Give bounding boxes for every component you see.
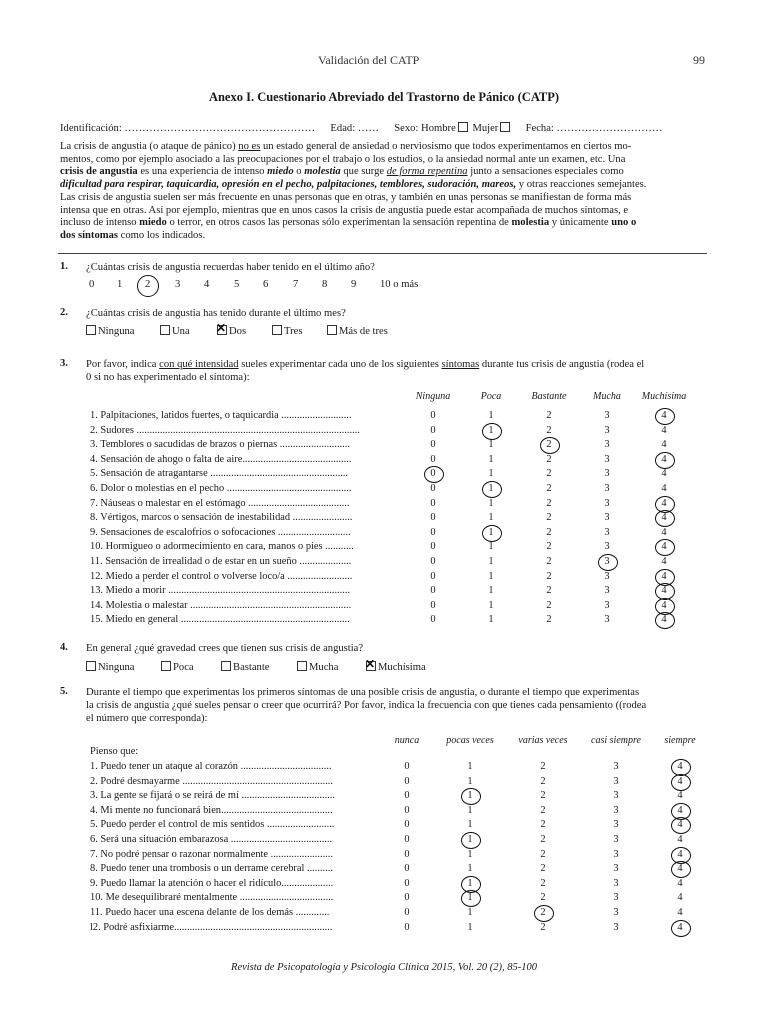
q5-rating-1[interactable]: 1 bbox=[467, 819, 473, 831]
q5-item: 8. Puedo tener una trombosis o un derrame cerebral .......... bbox=[90, 863, 333, 875]
q3-column-1: Poca bbox=[480, 391, 502, 402]
q5-rating-0[interactable]: 0 bbox=[404, 877, 410, 889]
q2-option-2[interactable] bbox=[217, 325, 246, 337]
q4-option-3[interactable] bbox=[297, 661, 338, 673]
q3-rating-2[interactable]: 2 bbox=[546, 556, 552, 567]
q4-option-label: Poca bbox=[173, 662, 194, 673]
q1-option-6[interactable]: 6 bbox=[263, 279, 269, 290]
q5-rating-3[interactable]: 3 bbox=[613, 834, 619, 845]
q2-option-3[interactable] bbox=[272, 325, 302, 337]
intro-paragraph: La crisis de angustia (o ataque de pánico) no es un estado general de ansiedad o nerviosismo que todos experimentamos en ciertos mo- mentos, como por ejemplo asociado a las preocupaciones por el trabajo o los estudios, o la ansiedad normal ante un examen, etc. Una crisis de angustia es una experiencia de intenso miedo o molestia que surge de forma repentina junto a sensaciones especiales como dificultad para respirar, taquicardia, opresión en el pecho, palpitaciones, temblores, sudoración, mareos, y otras reacciones semejantes. Las crisis de angustia suelen ser más frecuente en unas personas que en otras, y también en unas personas se manifiestan de forma más intensa que en otras. Así por ejemplo, mientras que en unos casos la crisis de angustia puede estar acompañada de muchos síntomas, e incluso de intenso miedo o terror, en otros casos las personas sólo experimentan la sensación repentina de molestia y únicamente uno o dos síntomas como los indicados. bbox=[60, 141, 647, 241]
q3-rating-3[interactable]: 3 bbox=[604, 585, 610, 597]
q3-rating-4[interactable]: 4 bbox=[661, 453, 667, 465]
q1-option-2[interactable]: 2 bbox=[145, 279, 151, 290]
page-number: 99 bbox=[693, 53, 705, 67]
q3-answer-circle bbox=[598, 554, 618, 571]
q5-rating-3[interactable]: 3 bbox=[613, 863, 619, 875]
q3-rating-4[interactable]: 4 bbox=[661, 585, 667, 597]
q5-item: 5. Puedo perder el control de mis sentidos .......................... bbox=[90, 819, 335, 831]
q2-option-1[interactable] bbox=[160, 325, 190, 337]
q5-rating-0[interactable]: 0 bbox=[404, 863, 410, 875]
q3-rating-3[interactable]: 3 bbox=[604, 439, 610, 451]
q3-rating-1[interactable]: 1 bbox=[488, 570, 494, 582]
q3-rating-1[interactable]: 1 bbox=[488, 453, 494, 465]
q5-rating-3[interactable]: 3 bbox=[613, 892, 619, 904]
q5-rating-3[interactable]: 3 bbox=[613, 921, 619, 933]
q3-item: 9. Sensaciones de escalofríos o sofocaciones ............................ bbox=[90, 526, 351, 538]
q3-column-2: Bastante bbox=[531, 391, 567, 402]
q5-rating-0[interactable]: 0 bbox=[404, 790, 410, 802]
sexo-label: Sexo: Hombre bbox=[394, 123, 456, 134]
q5-rating-4[interactable]: 4 bbox=[677, 761, 683, 772]
q5-rating-4[interactable]: 4 bbox=[677, 921, 683, 933]
q3-rating-1[interactable]: 1 bbox=[488, 599, 494, 611]
q5-rating-2[interactable]: 2 bbox=[540, 863, 546, 875]
q3-item: 12. Miedo a perder el control o volverse loco/a ......................... bbox=[90, 570, 353, 582]
q3-item: 1. Palpitaciones, latidos fuertes, o taquicardia ........................... bbox=[90, 410, 352, 421]
q3-rating-0[interactable]: 0 bbox=[430, 512, 436, 524]
q3-item: 2. Sudores ...................................................................................... bbox=[90, 424, 360, 436]
q2-option-checkbox[interactable] bbox=[86, 325, 96, 335]
q5-rating-4[interactable]: 4 bbox=[677, 877, 683, 889]
q1-option-0[interactable]: 0 bbox=[89, 279, 95, 290]
q3-rating-4[interactable]: 4 bbox=[661, 541, 667, 553]
q3-rating-3[interactable]: 3 bbox=[604, 599, 610, 611]
q5-rating-1[interactable]: 1 bbox=[467, 790, 473, 802]
q3-rating-1[interactable]: 1 bbox=[488, 541, 494, 553]
q1-number: 1. bbox=[60, 261, 68, 272]
q4-option-checkbox[interactable] bbox=[86, 661, 96, 671]
q5-rating-1[interactable]: 1 bbox=[467, 834, 473, 845]
q5-item: 10. Me desequilibraré mentalmente .................................... bbox=[90, 892, 334, 904]
q3-text: Por favor, indica con qué intensidad sueles experimentar cada uno de los siguientes síntomas durante tus crisis de angustia (rodea el 0 si no has experimentado el síntoma): bbox=[86, 359, 645, 384]
q3-rating-2[interactable]: 2 bbox=[546, 512, 552, 524]
q3-rating-0[interactable]: 0 bbox=[430, 453, 436, 465]
q5-rating-1[interactable]: 1 bbox=[467, 848, 473, 860]
q4-option-label: Bastante bbox=[233, 662, 270, 673]
q4-option-checkbox[interactable] bbox=[161, 661, 171, 671]
q5-rating-3[interactable]: 3 bbox=[613, 877, 619, 889]
q1-option-7[interactable]: 7 bbox=[293, 279, 299, 290]
q3-rating-0[interactable]: 0 bbox=[430, 468, 436, 480]
q3-rating-3[interactable]: 3 bbox=[604, 526, 610, 538]
q1-option-1[interactable]: 1 bbox=[117, 279, 123, 290]
q5-answer-circle bbox=[534, 905, 554, 922]
q5-answer-circle bbox=[671, 861, 691, 878]
q3-number: 3. bbox=[60, 358, 68, 369]
q3-rating-0[interactable]: 0 bbox=[430, 570, 436, 582]
q2-option-label: Más de tres bbox=[339, 326, 388, 337]
q3-rating-4[interactable]: 4 bbox=[661, 599, 667, 611]
q2-option-checkbox[interactable] bbox=[217, 325, 227, 335]
q5-answer-circle bbox=[671, 817, 691, 834]
q5-rating-4[interactable]: 4 bbox=[677, 804, 683, 816]
running-title: Validación del CATP bbox=[318, 53, 420, 67]
q3-rating-3[interactable]: 3 bbox=[604, 453, 610, 465]
q5-rating-3[interactable]: 3 bbox=[613, 775, 619, 787]
q5-rating-1[interactable]: 1 bbox=[467, 877, 473, 889]
q3-rating-4[interactable]: 4 bbox=[661, 512, 667, 524]
q3-rating-0[interactable]: 0 bbox=[430, 439, 436, 451]
q5-answer-circle bbox=[461, 788, 481, 805]
q3-answer-circle bbox=[424, 466, 444, 483]
q5-rating-0[interactable]: 0 bbox=[404, 834, 410, 845]
q5-rating-1[interactable]: 1 bbox=[467, 761, 473, 772]
q5-rating-1[interactable]: 1 bbox=[467, 921, 473, 933]
q5-item: 3. La gente se fijará o se reirá de mí .................................... bbox=[90, 790, 335, 802]
q5-rating-4[interactable]: 4 bbox=[677, 863, 683, 875]
q3-rating-0[interactable]: 0 bbox=[430, 483, 436, 494]
q3-rating-3[interactable]: 3 bbox=[604, 483, 610, 494]
q5-rating-1[interactable]: 1 bbox=[467, 907, 473, 918]
q3-rating-3[interactable]: 3 bbox=[604, 556, 610, 567]
q1-option-4[interactable]: 4 bbox=[204, 279, 210, 290]
q2-option-label: Dos bbox=[229, 326, 247, 337]
q5-rating-4[interactable]: 4 bbox=[677, 819, 683, 831]
q3-rating-3[interactable]: 3 bbox=[604, 541, 610, 553]
q3-rating-3[interactable]: 3 bbox=[604, 410, 610, 421]
mujer-checkbox[interactable] bbox=[500, 122, 510, 132]
q3-item: 4. Sensación de ahogo o falta de aire.......................................... bbox=[90, 453, 352, 465]
q3-item: 7. Náuseas o malestar en el estómago ....................................... bbox=[90, 497, 350, 509]
q4-option-checkbox[interactable] bbox=[297, 661, 307, 671]
q5-rating-3[interactable]: 3 bbox=[613, 761, 619, 772]
q5-rating-2[interactable]: 2 bbox=[540, 877, 546, 889]
q3-rating-0[interactable]: 0 bbox=[430, 424, 436, 436]
q3-item: 13. Miedo a morir ...................................................................... bbox=[90, 585, 351, 597]
q3-rating-2[interactable]: 2 bbox=[546, 439, 552, 451]
q3-rating-2[interactable]: 2 bbox=[546, 570, 552, 582]
q5-rating-2[interactable]: 2 bbox=[540, 892, 546, 904]
q1-text: ¿Cuántas crisis de angustia recuerdas haber tenido en el último año? bbox=[86, 262, 375, 273]
q3-rating-4[interactable]: 4 bbox=[661, 570, 667, 582]
q5-rating-4[interactable]: 4 bbox=[677, 790, 683, 802]
q3-answer-circle bbox=[540, 437, 560, 454]
q3-item: 3. Temblores o sacudidas de brazos o piernas ........................... bbox=[90, 439, 350, 451]
q5-item: l2. Podré asfixiarme............................................................. bbox=[90, 921, 333, 933]
q3-rating-0[interactable]: 0 bbox=[430, 585, 436, 597]
q4-option-2[interactable] bbox=[221, 661, 269, 673]
q5-rating-3[interactable]: 3 bbox=[613, 848, 619, 860]
q5-column-1: pocas veces bbox=[446, 735, 494, 746]
fecha-field[interactable]: Fecha: ………………………… bbox=[525, 123, 663, 134]
q5-item: 7. No podré pensar o razonar normalmente ........................ bbox=[90, 848, 333, 860]
q3-answer-circle bbox=[655, 612, 675, 629]
q5-rating-4[interactable]: 4 bbox=[677, 907, 683, 918]
q1-option-9[interactable]: 9 bbox=[351, 279, 357, 290]
q3-rating-2[interactable]: 2 bbox=[546, 585, 552, 597]
q5-column-0: nunca bbox=[394, 735, 420, 746]
q2-option-label: Ninguna bbox=[98, 326, 135, 337]
q5-rating-0[interactable]: 0 bbox=[404, 892, 410, 904]
q3-rating-4[interactable]: 4 bbox=[661, 424, 667, 436]
q3-rating-1[interactable]: 1 bbox=[488, 439, 494, 451]
journal-footer: Revista de Psicopatología y Psicología Clínica 2015, Vol. 20 (2), 85-100 bbox=[231, 962, 537, 973]
q5-rating-3[interactable]: 3 bbox=[613, 907, 619, 918]
q3-rating-0[interactable]: 0 bbox=[430, 410, 436, 421]
q5-column-3: casi siempre bbox=[591, 735, 641, 746]
q2-option-checkbox[interactable] bbox=[160, 325, 170, 335]
q5-rating-0[interactable]: 0 bbox=[404, 775, 410, 787]
q3-rating-4[interactable]: 4 bbox=[661, 526, 667, 538]
q3-item: 5. Sensación de atragantarse ..................................................... bbox=[90, 468, 348, 480]
q5-rating-2[interactable]: 2 bbox=[540, 775, 546, 787]
q3-answer-circle bbox=[655, 539, 675, 556]
q5-item: 2. Podré desmayarme .......................................................... bbox=[90, 775, 333, 787]
q3-rating-1[interactable]: 1 bbox=[488, 468, 494, 480]
q4-number: 4. bbox=[60, 642, 68, 653]
q5-rating-1[interactable]: 1 bbox=[467, 804, 473, 816]
q4-option-0[interactable] bbox=[86, 661, 134, 673]
identificacion-field[interactable]: Identificación: ……………………………………………… bbox=[60, 123, 316, 134]
q3-item: 8. Vértigos, marcos o sensación de inestabilidad ....................... bbox=[90, 512, 353, 524]
q4-option-1[interactable] bbox=[161, 661, 194, 673]
q3-rating-0[interactable]: 0 bbox=[430, 599, 436, 611]
q3-answer-circle bbox=[482, 423, 502, 440]
q3-item: 14. Molestia o malestar .............................................................. bbox=[90, 599, 352, 611]
q3-rating-3[interactable]: 3 bbox=[604, 497, 610, 509]
q5-rating-2[interactable]: 2 bbox=[540, 790, 546, 802]
q5-number: 5. bbox=[60, 686, 68, 697]
q5-answer-circle bbox=[671, 774, 691, 791]
q3-column-3: Mucha bbox=[593, 391, 621, 402]
q3-item: 10. Hormigueo o adormecimiento en cara, manos o pies ........... bbox=[90, 541, 354, 553]
q3-rating-1[interactable]: 1 bbox=[488, 410, 494, 421]
q3-rating-1[interactable]: 1 bbox=[488, 526, 494, 538]
q4-option-label: Ninguna bbox=[98, 662, 135, 673]
q3-rating-0[interactable]: 0 bbox=[430, 556, 436, 567]
q3-rating-2[interactable]: 2 bbox=[546, 453, 552, 465]
q1-option-10[interactable]: 10 o más bbox=[380, 279, 419, 290]
q3-rating-4[interactable]: 4 bbox=[661, 410, 667, 421]
q3-rating-3[interactable]: 3 bbox=[604, 424, 610, 436]
q2-option-checkbox[interactable] bbox=[272, 325, 282, 335]
q3-rating-2[interactable]: 2 bbox=[546, 468, 552, 480]
q2-option-checkbox[interactable] bbox=[327, 325, 337, 335]
q3-rating-4[interactable]: 4 bbox=[661, 556, 667, 567]
q5-rating-2[interactable]: 2 bbox=[540, 761, 546, 772]
q3-rating-0[interactable]: 0 bbox=[430, 497, 436, 509]
q5-rating-4[interactable]: 4 bbox=[677, 775, 683, 787]
mujer-label: Mujer bbox=[472, 123, 499, 134]
q2-option-label: Una bbox=[172, 326, 190, 337]
q4-option-checkbox[interactable] bbox=[366, 661, 376, 671]
q5-rating-0[interactable]: 0 bbox=[404, 848, 410, 860]
q5-answer-circle bbox=[461, 890, 481, 907]
annex-title: Anexo I. Cuestionario Abreviado del Trastorno de Pánico (CATP) bbox=[208, 90, 560, 104]
q3-rating-1[interactable]: 1 bbox=[488, 497, 494, 509]
q4-text: En general ¿qué gravedad crees que tienen sus crisis de angustia? bbox=[86, 643, 364, 654]
q3-rating-1[interactable]: 1 bbox=[488, 585, 494, 597]
q3-answer-circle bbox=[482, 525, 502, 542]
q3-rating-3[interactable]: 3 bbox=[604, 570, 610, 582]
q3-rating-4[interactable]: 4 bbox=[661, 614, 667, 626]
q5-item: 11. Puedo hacer una escena delante de los demás ............. bbox=[90, 907, 330, 918]
id-line bbox=[60, 122, 662, 136]
q5-item: 4. Mi mente no funcionará bien........................................... bbox=[90, 804, 333, 816]
q3-rating-1[interactable]: 1 bbox=[488, 614, 494, 626]
q2-number: 2. bbox=[60, 307, 68, 318]
q3-rating-3[interactable]: 3 bbox=[604, 468, 610, 480]
divider bbox=[58, 253, 707, 254]
q5-rating-0[interactable]: 0 bbox=[404, 819, 410, 831]
q5-rating-0[interactable]: 0 bbox=[404, 804, 410, 816]
q3-rating-2[interactable]: 2 bbox=[546, 599, 552, 611]
edad-field[interactable]: Edad: …… bbox=[330, 123, 379, 134]
q5-rating-0[interactable]: 0 bbox=[404, 907, 410, 918]
q5-column-4: siempre bbox=[664, 735, 696, 746]
q1-option-5[interactable]: 5 bbox=[234, 279, 240, 290]
q5-rating-1[interactable]: 1 bbox=[467, 892, 473, 904]
q3-rating-1[interactable]: 1 bbox=[488, 424, 494, 436]
q3-rating-0[interactable]: 0 bbox=[430, 541, 436, 553]
q3-rating-2[interactable]: 2 bbox=[546, 541, 552, 553]
q5-lead: Pienso que: bbox=[90, 746, 139, 757]
q3-rating-1[interactable]: 1 bbox=[488, 483, 494, 494]
q5-rating-1[interactable]: 1 bbox=[467, 863, 473, 875]
q5-rating-3[interactable]: 3 bbox=[613, 790, 619, 802]
q5-item: 6. Será una situación embarazosa ....................................... bbox=[90, 834, 333, 845]
q3-item: 6. Dolor o molestias en el pecho ................................................ bbox=[90, 483, 352, 494]
q4-option-checkbox[interactable] bbox=[221, 661, 231, 671]
q5-rating-4[interactable]: 4 bbox=[677, 834, 683, 845]
q5-item: 9. Puedo llamar la atención o hacer el ridículo.................... bbox=[90, 877, 334, 889]
q3-rating-2[interactable]: 2 bbox=[546, 483, 552, 494]
q5-rating-3[interactable]: 3 bbox=[613, 804, 619, 816]
q3-rating-2[interactable]: 2 bbox=[546, 526, 552, 538]
q4-option-label: Muchísima bbox=[378, 662, 426, 673]
hombre-checkbox[interactable] bbox=[458, 122, 468, 132]
q5-rating-4[interactable]: 4 bbox=[677, 848, 683, 860]
q3-answer-circle bbox=[482, 481, 502, 498]
q1-option-8[interactable]: 8 bbox=[322, 279, 328, 290]
q3-rating-2[interactable]: 2 bbox=[546, 424, 552, 436]
q4-option-4[interactable] bbox=[366, 661, 426, 673]
q5-rating-4[interactable]: 4 bbox=[677, 892, 683, 904]
q5-rating-0[interactable]: 0 bbox=[404, 921, 410, 933]
q3-rating-3[interactable]: 3 bbox=[604, 512, 610, 524]
q3-answer-circle bbox=[655, 510, 675, 527]
q5-rating-2[interactable]: 2 bbox=[540, 819, 546, 831]
q5-text: Durante el tiempo que experimentas los primeros síntomas de una posible crisis de angustia, o durante el tiempo que experimentas la crisis de angustia ¿qué sueles pensar o creer que ocurrirá? Por favor, indica la frecuencia con que tienes cada pensamiento ((rodea el número que corresponda): bbox=[86, 687, 647, 725]
q4-option-label: Mucha bbox=[309, 662, 339, 673]
q3-rating-4[interactable]: 4 bbox=[661, 439, 667, 451]
q5-rating-2[interactable]: 2 bbox=[540, 848, 546, 860]
q2-option-0[interactable] bbox=[86, 325, 134, 337]
q5-rating-2[interactable]: 2 bbox=[540, 804, 546, 816]
q5-column-2: varias veces bbox=[518, 735, 568, 746]
q3-rating-2[interactable]: 2 bbox=[546, 410, 552, 421]
q3-answer-circle bbox=[655, 452, 675, 469]
q5-answer-circle bbox=[671, 920, 691, 937]
q3-rating-4[interactable]: 4 bbox=[661, 497, 667, 509]
q5-rating-2[interactable]: 2 bbox=[540, 907, 546, 918]
q2-option-4[interactable] bbox=[327, 325, 388, 337]
q3-rating-1[interactable]: 1 bbox=[488, 556, 494, 567]
q5-rating-2[interactable]: 2 bbox=[540, 921, 546, 933]
q2-option-label: Tres bbox=[284, 326, 303, 337]
q3-rating-2[interactable]: 2 bbox=[546, 614, 552, 626]
q1-selected-circle bbox=[137, 275, 159, 297]
q1-option-3[interactable]: 3 bbox=[175, 279, 181, 290]
q5-answer-circle bbox=[461, 832, 481, 849]
q2-text: ¿Cuántas crisis de angustia has tenido durante el último mes? bbox=[86, 308, 346, 319]
q5-rating-1[interactable]: 1 bbox=[467, 775, 473, 787]
q3-answer-circle bbox=[655, 408, 675, 425]
q3-column-0: Ninguna bbox=[415, 391, 451, 402]
q3-rating-2[interactable]: 2 bbox=[546, 497, 552, 509]
q3-rating-4[interactable]: 4 bbox=[661, 483, 667, 494]
q5-item: 1. Puedo tener un ataque al corazón ................................... bbox=[90, 761, 332, 772]
q3-rating-0[interactable]: 0 bbox=[430, 614, 436, 626]
q3-rating-3[interactable]: 3 bbox=[604, 614, 610, 626]
q3-rating-1[interactable]: 1 bbox=[488, 512, 494, 524]
q5-rating-0[interactable]: 0 bbox=[404, 761, 410, 772]
q3-rating-0[interactable]: 0 bbox=[430, 526, 436, 538]
q3-rating-4[interactable]: 4 bbox=[661, 468, 667, 480]
q5-rating-2[interactable]: 2 bbox=[540, 834, 546, 845]
q3-item: 11. Sensación de irrealidad o de estar en un sueño .................... bbox=[90, 556, 352, 567]
q3-item: 15. Miedo en general ................................................................. bbox=[90, 614, 350, 626]
q3-column-4: Muchísima bbox=[641, 391, 687, 402]
q5-rating-3[interactable]: 3 bbox=[613, 819, 619, 831]
